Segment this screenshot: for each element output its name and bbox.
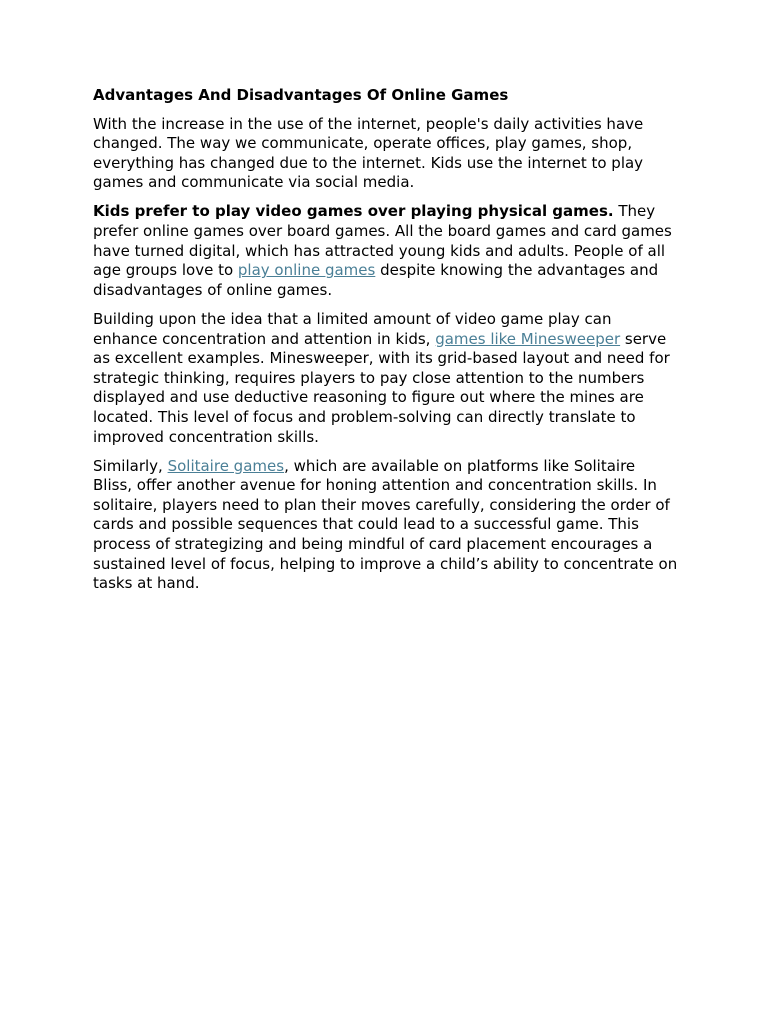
paragraph-kids-prefer-text-a: They prefer online games over board games. All the board games and card games have turned digital, which has attracted young kids and adults. People of all age groups love to bbox=[93, 202, 672, 280]
paragraph-kids-prefer-text-b: despite knowing the advantages and disadvantages of online games. bbox=[93, 261, 659, 299]
paragraph-minesweeper bbox=[93, 310, 678, 447]
paragraph-solitaire-text-b: , which are available on platforms like Solitaire Bliss, offer another avenue for honing attention and concentration skills. In solitaire, players need to plan their moves carefully, considering the order of cards and possible sequences that could lead to a successful game. This process of strategizing and being mindful of card placement encourages a sustained level of focus, helping to improve a child’s ability to concentrate on tasks at hand. bbox=[93, 456, 678, 593]
paragraph-intro-text: With the increase in the use of the internet, people's daily activities have changed. The way we communicate, operate offices, play games, shop, everything has changed due to the internet. Kids use the internet to play games and communicate via social media. bbox=[93, 114, 644, 192]
paragraph-solitaire bbox=[93, 457, 678, 594]
bold-lead-sentence: Kids prefer to play video games over playing physical games. bbox=[93, 202, 614, 221]
document-page bbox=[93, 86, 678, 603]
paragraph-minesweeper-text-a: Building upon the idea that a limited amount of video game play can enhance concentration and attention in kids, bbox=[93, 309, 612, 348]
paragraph-minesweeper-text-b: serve as excellent examples. Minesweeper, with its grid-based layout and need for strategic thinking, requires players to pay close attention to the numbers displayed and use deductive reasoning to figure out where the mines are located. This level of focus and problem-solving can directly translate to improved concentration skills. bbox=[93, 329, 670, 446]
link-solitaire-games[interactable]: Solitaire games bbox=[167, 456, 285, 475]
document-title: Advantages And Disadvantages Of Online Games bbox=[93, 86, 509, 104]
paragraph-solitaire-text-a: Similarly, bbox=[93, 456, 168, 475]
link-play-online-games[interactable]: play online games bbox=[237, 261, 376, 280]
paragraph-kids-prefer bbox=[93, 202, 678, 300]
link-games-like-minesweeper[interactable]: games like Minesweeper bbox=[435, 329, 621, 348]
paragraph-intro bbox=[93, 115, 678, 193]
